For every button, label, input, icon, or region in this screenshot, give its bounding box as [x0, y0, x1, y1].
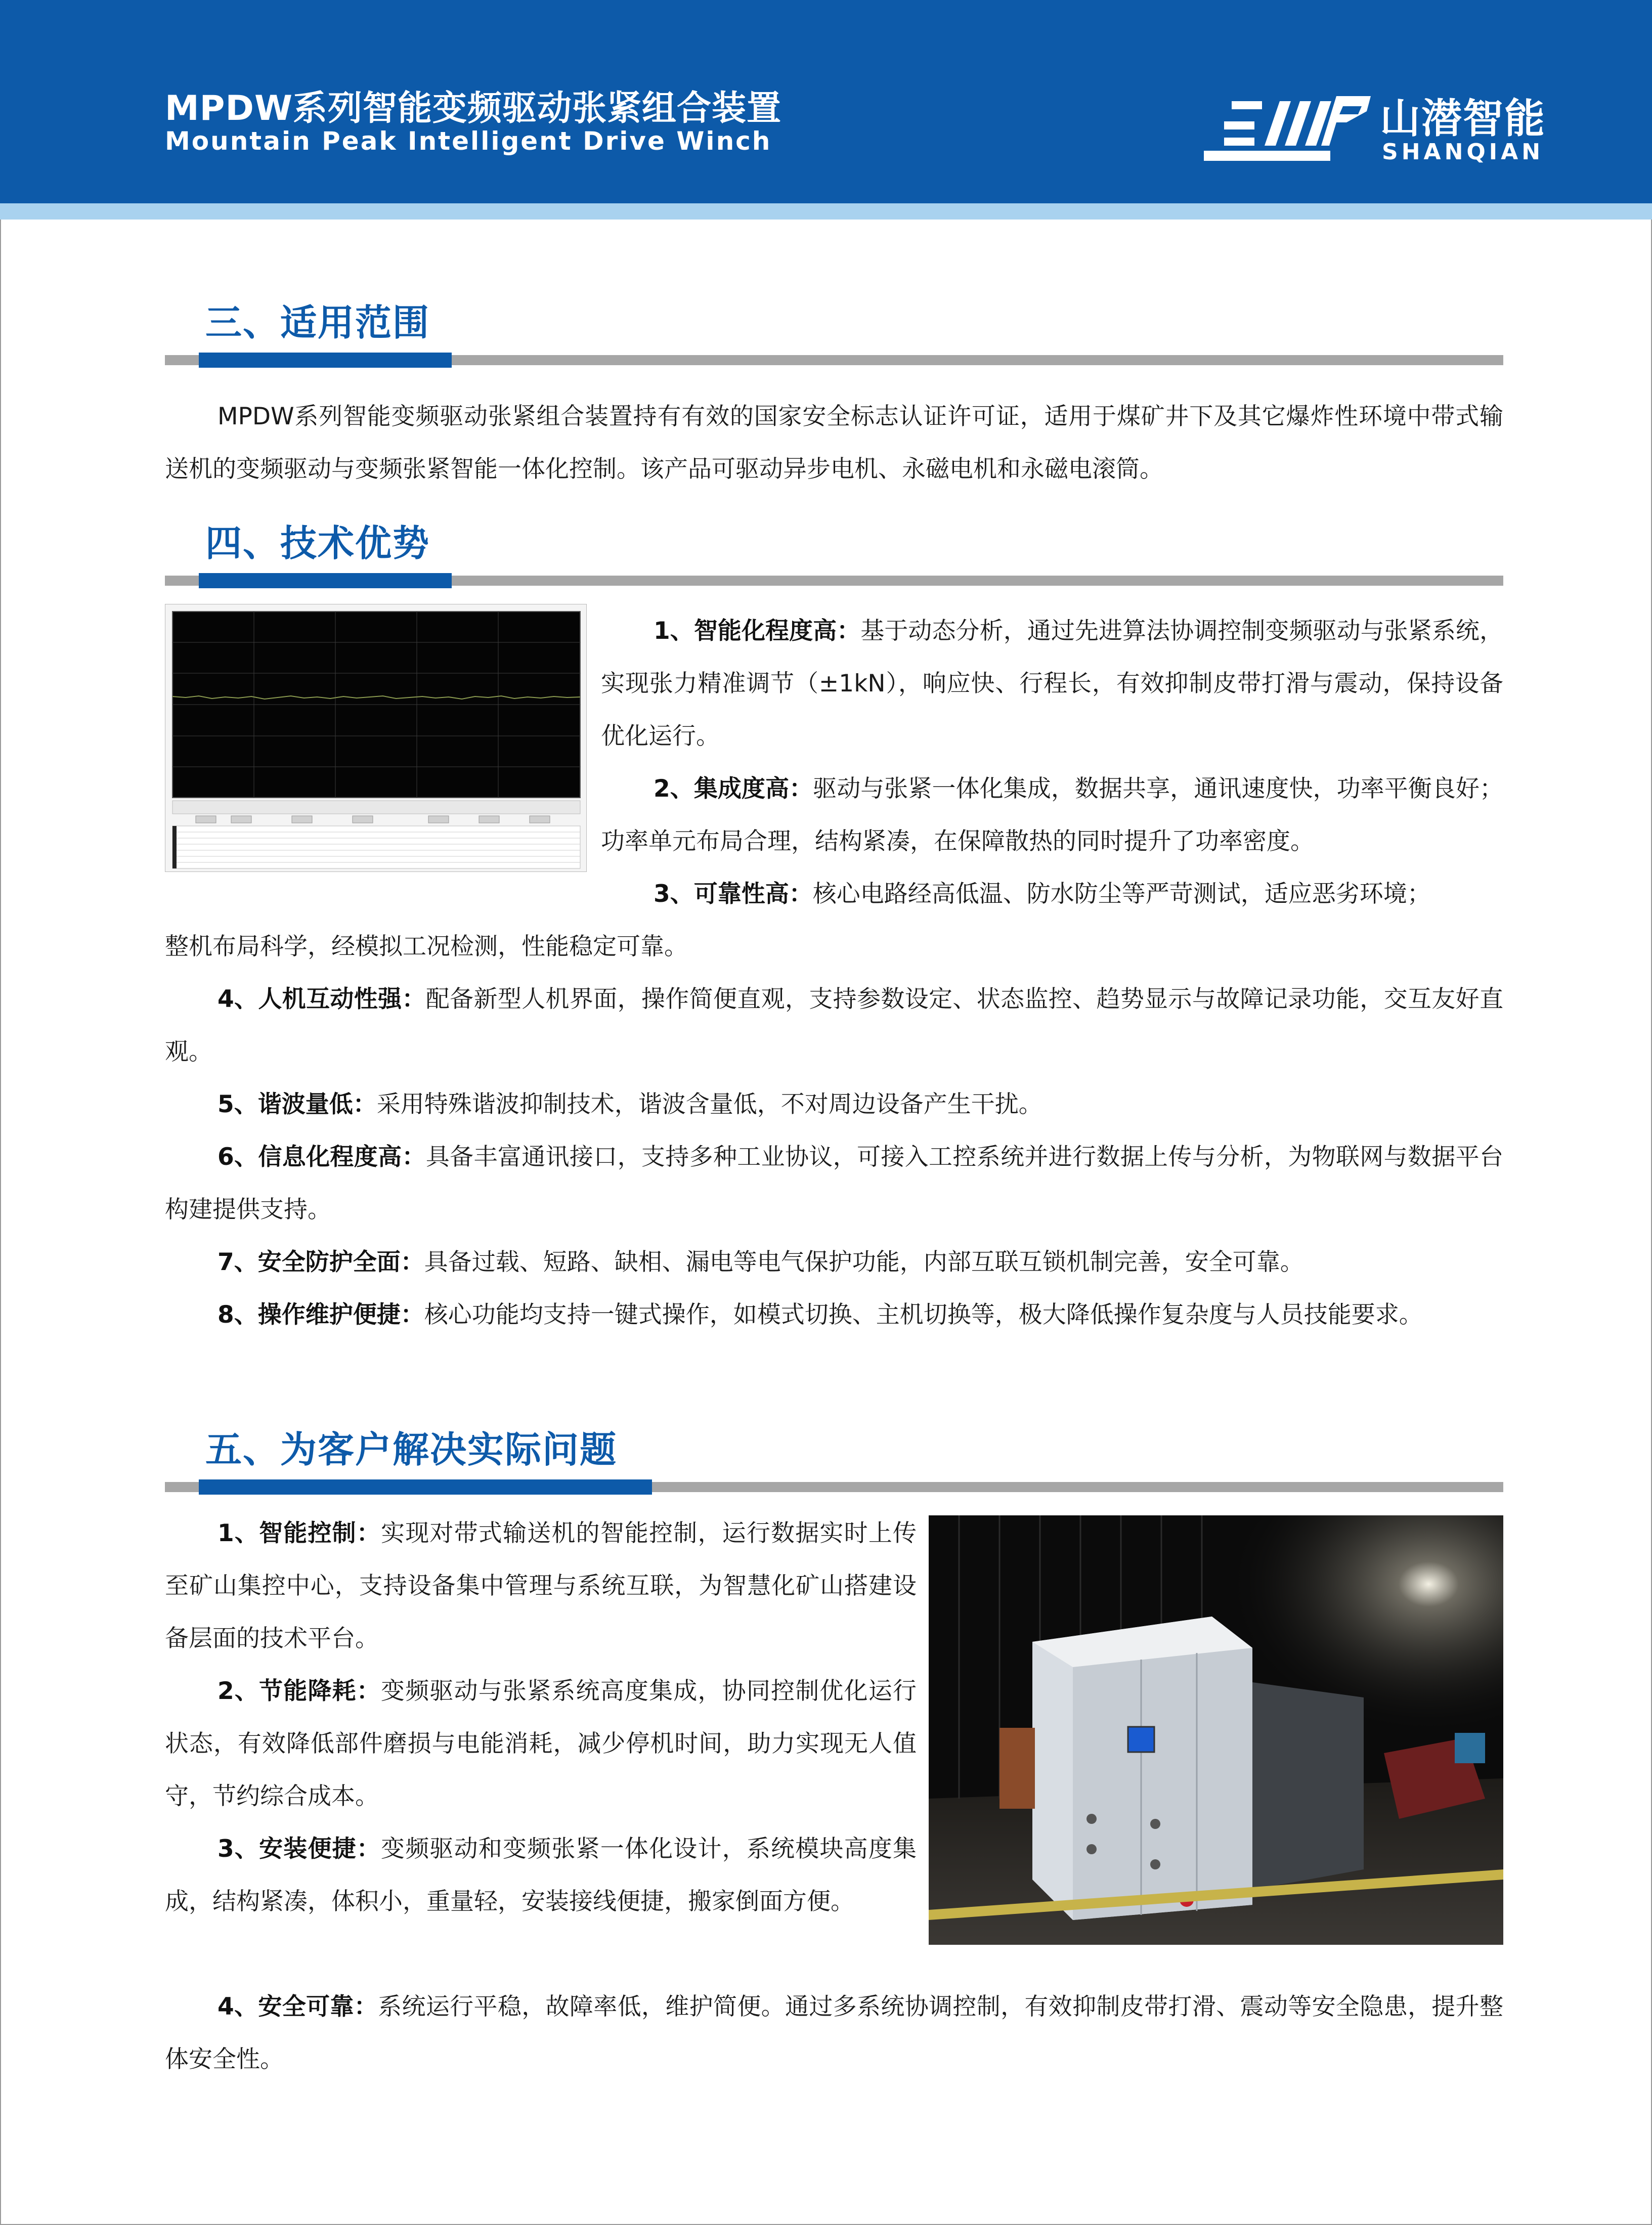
advantage-item-7: 7、安全防护全面：具备过载、短路、缺相、漏电等电气保护功能，内部互联互锁机制完善，安全可靠。 [218, 1248, 1304, 1276]
trend-chart-graphic [165, 604, 586, 871]
section-title-solutions: 五、为客户解决实际问题 [205, 1428, 618, 1471]
advantage-item-2: 2、集成度高：驱动与张紧一体化集成，数据共享，通讯速度快，功率平衡良好；功率单元布局合理，结构紧凑，在保障散热的同时提升了功率密度。 [601, 775, 1504, 855]
hmi-trend-screenshot [165, 604, 587, 872]
advantage-item-1: 1、智能化程度高：基于动态分析，通过先进算法协调控制变频驱动与张紧系统，实现张力精准调节（±1kN），响应快、行程长，有效抑制皮带打滑与震动，保持设备优化运行。 [601, 617, 1504, 750]
advantage-item-3: 3、可靠性高：核心电路经高低温、防水防尘等严苛测试，适应恶劣环境； [654, 880, 1431, 908]
solution-item-3: 3、安装便捷：变频驱动和变频张紧一体化设计，系统模块高度集成，结构紧凑，体积小，重量轻，安装接线便捷，搬家倒面方便。 [165, 1835, 917, 1915]
section-divider-accent [199, 573, 452, 588]
advantage-item-5: 5、谐波量低：采用特殊谐波抑制技术，谐波含量低，不对周边设备产生干扰。 [218, 1090, 1042, 1118]
header-banner [0, 0, 1652, 203]
scope-paragraph: MPDW系列智能变频驱动张紧组合装置持有有效的国家安全标志认证许可证，适用于煤矿井下及其它爆炸性环境中带式输送机的变频驱动与变频张紧智能一体化控制。该产品可驱动异步电机、永磁电机和永磁电滚筒。 [165, 403, 1503, 483]
document-subtitle: Mountain Peak Intelligent Drive Winch [165, 126, 772, 156]
solution-item-1: 1、智能控制：实现对带式输送机的智能控制，运行数据实时上传至矿山集控中心，支持设备集中管理与系统互联，为智慧化矿山搭建设备层面的技术平台。 [165, 1519, 917, 1652]
equipment-photo-graphic [929, 1515, 1503, 1945]
shanqian-logo-icon [1204, 91, 1371, 163]
advantage-item-8: 8、操作维护便捷：核心功能均支持一键式操作，如模式切换、主机切换等，极大降低操作复杂度与人员技能要求。 [218, 1301, 1423, 1329]
solution-item-2: 2、节能降耗：变频驱动与张紧系统高度集成，协同控制优化运行状态，有效降低部件磨损与电能消耗，减少停机时间，助力实现无人值守，节约综合成本。 [165, 1677, 917, 1810]
brand-name-cn: 山潜智能 [1380, 95, 1546, 142]
equipment-photo [929, 1515, 1503, 1945]
section-divider-accent [199, 353, 452, 368]
header-accent-strip [0, 203, 1652, 220]
section-divider-accent [199, 1479, 652, 1495]
document-title: MPDW系列智能变频驱动张紧组合装置 [165, 89, 781, 128]
brand-name-en: SHANQIAN [1382, 139, 1544, 165]
advantage-item-6: 6、信息化程度高：具备丰富通讯接口，支持多种工业协议，可接入工控系统并进行数据上传与分析，为物联网与数据平台构建提供支持。 [165, 1143, 1503, 1224]
solution-item-4: 4、安全可靠：系统运行平稳，故障率低，维护简便。通过多系统协调控制，有效抑制皮带打滑、震动等安全隐患，提升整体安全性。 [165, 1993, 1504, 2073]
section-title-scope: 三、适用范围 [205, 301, 430, 344]
advantage-item-4: 4、人机互动性强：配备新型人机界面，操作简便直观，支持参数设定、状态监控、趋势显示与故障记录功能，交互友好直观。 [165, 985, 1503, 1066]
section-title-advantages: 四、技术优势 [205, 522, 430, 564]
advantage-item-3-cont: 整机布局科学，经模拟工况检测，性能稳定可靠。 [165, 933, 688, 961]
